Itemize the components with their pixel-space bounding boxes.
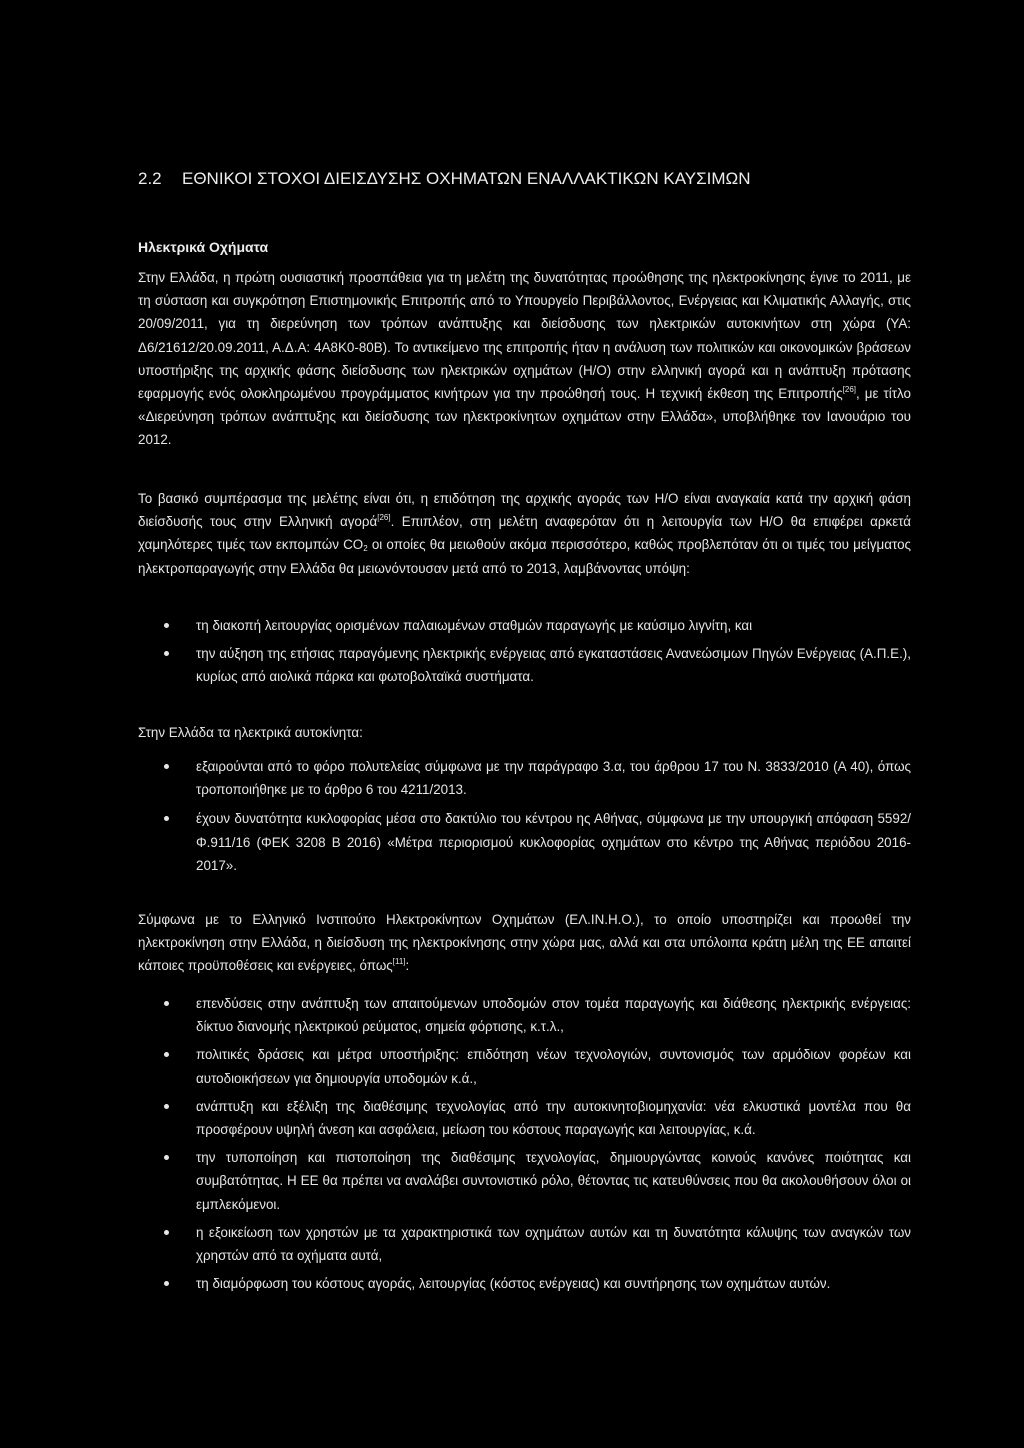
bullet-icon <box>164 816 169 821</box>
bullet-icon <box>164 623 169 628</box>
reference-superscript: [11] <box>392 957 406 967</box>
section-number: 2.2 <box>138 169 162 188</box>
section-title: ΕΘΝΙΚΟΙ ΣΤΟΧΟΙ ΔΙΕΙΣΔΥΣΗΣ ΟΧΗΜΑΤΩΝ ΕΝΑΛΛΑΚΤΙΚΩΝ ΚΑΥΣΙΜΩΝ <box>182 169 751 188</box>
bullet-icon <box>164 764 169 769</box>
paragraph-elinho <box>138 908 911 978</box>
list-item: εξαιρούνται από το φόρο πολυτελείας σύμφωνα με την παράγραφο 3.α, του άρθρου 17 του Ν. 3833/2010 (Α 40), όπως τροποποιήθηκε με το άρθρο 6 του 4211/2013. <box>138 755 911 801</box>
reference-superscript: [26] <box>377 513 391 523</box>
paragraph-text: οι οποίες θα μειωθούν ακόμα περισσότερο, καθώς προβλεπόταν ότι οι τιμές του μείγματος ηλεκτροπαραγωγής στην Ελλάδα θα μειωνόντουσαν μετά από το 2013, λαμβάνοντας υπόψη: <box>138 537 911 576</box>
bullet-icon <box>164 1230 169 1235</box>
list-item: τη διακοπή λειτουργίας ορισμένων παλαιωμένων σταθμών παραγωγής με καύσιμο λιγνίτη, και <box>138 614 911 637</box>
paragraph-text: Το βασικό συμπέρασμα της μελέτης είναι ότι, η επιδότηση της αρχικής αγοράς των Η/Ο είναι αναγκαία κατά την αρχική φάση διείσδυσής τους στην Ελληνική αγορά <box>138 491 911 530</box>
list-item: τη διαμόρφωση του κόστους αγοράς, λειτουργίας (κόστος ενέργειας) και συντήρησης των οχημάτων αυτών. <box>138 1272 911 1295</box>
paragraph-text: . Επιπλέον, στη μελέτη αναφερόταν ότι η λειτουργία των Η/Ο θα επιφέρει αρκετά χαμηλότερες τιμές των εκπομπών CO <box>138 514 912 553</box>
bullet-icon <box>164 1001 169 1006</box>
bullet-icon <box>164 1052 169 1057</box>
bullet-icon <box>164 1104 169 1109</box>
list-item: επενδύσεις στην ανάπτυξη των απαιτούμενων υποδομών στον τομέα παραγωγής και διάθεσης ηλεκτρικής ενέργειας: δίκτυο διανομής ηλεκτρικού ρεύματος, σημεία φόρτισης, κ.τ.λ., <box>138 992 911 1038</box>
bullet-icon <box>164 1281 169 1286</box>
list-item: πολιτικές δράσεις και μέτρα υποστήριξης: επιδότηση νέων τεχνολογιών, συντονισμός των αρμόδιων φορέων και αυτοδιοικήσεων για δημιουργία υποδομών κ.ά., <box>138 1043 911 1089</box>
bullet-list-factors <box>138 614 911 689</box>
bullet-list-requirements <box>138 992 911 1295</box>
paragraph-text: Σύμφωνα με το Ελληνικό Ινστιτούτο Ηλεκτροκίνητων Οχημάτων (ΕΛ.ΙΝ.Η.Ο.), το οποίο υποστηρίζει και προωθεί την ηλεκτροκίνηση στην Ελλάδα, η διείσδυση της ηλεκτροκίνησης στην χώρα μας, αλλά και στα υπόλοιπα κράτη μέλη της ΕΕ απαιτεί κάποιες προϋποθέσεις και ενέργειες, όπως <box>138 912 911 974</box>
list-item: η εξοικείωση των χρηστών με τα χαρακτηριστικά των οχημάτων αυτών και τη δυνατότητα κάλυψης των αναγκών των χρηστών από τα οχήματα αυτά, <box>138 1221 911 1267</box>
paragraph-text: Στην Ελλάδα, η πρώτη ουσιαστική προσπάθεια για τη μελέτη της δυνατότητας προώθησης της ηλεκτροκίνησης έγινε το 2011, με τη σύσταση και συγκρότηση Επιστημονικής Επιτροπής από το Υπουργείο Περιβάλλοντος, Ενέργειας και Κλιματικής Αλλαγής, στις 20/09/2011, για τη διερεύνηση των τρόπων ανάπτυξης και διείσδυσης των ηλεκτρικών αυτοκινήτων στη χώρα (ΥΑ: Δ6/21612/20.09.2011, Α.Δ.Α: 4Α8Κ0-80Β). Το αντικείμενο της επιτροπής ήταν η ανάλυση των πολιτικών και οικονομικών βράσεων υποστήριξης της αρχικής φάσης διείσδυσης των ηλεκτρικών οχημάτων (Η/Ο) στην ελληνική αγορά και η ανάπτυξη πρότασης εφαρμογής ενός ολοκληρωμένου προγράμματος κινήτρων για την προώθησή τους. Η τεχνική έκθεση της Επιτροπής <box>138 270 911 402</box>
subsection-title: Ηλεκτρικά Οχήματα <box>138 239 269 255</box>
paragraph-ev-greece: Στην Ελλάδα τα ηλεκτρικά αυτοκίνητα: <box>138 725 363 740</box>
bullet-icon <box>164 1155 169 1160</box>
reference-superscript: [26] <box>842 385 857 395</box>
bullet-icon <box>164 651 169 656</box>
section-heading <box>138 169 914 189</box>
list-item: την αύξηση της ετήσιας παραγόμενης ηλεκτρικής ενέργειας από εγκαταστάσεις Ανανεώσιμων Πηγών Ενέργειας (Α.Π.Ε.), κυρίως από αιολικά πάρκα και φωτοβολταϊκά συστήματα. <box>138 642 911 688</box>
paragraph-text: : <box>405 958 410 974</box>
list-item: την τυποποίηση και πιστοποίηση της διαθέσιμης τεχνολογίας, δημιουργώντας κοινούς κανόνες ποιότητας και συμβατότητας. Η ΕΕ θα πρέπει να αναλάβει συντονιστικό ρόλο, θέτοντας τις κατευθύνσεις που θα ακολουθήσουν όλοι οι εμπλεκόμενοι. <box>138 1146 911 1216</box>
list-item: έχουν δυνατότητα κυκλοφορίας μέσα στο δακτύλιο του κέντρου ης Αθήνας, σύμφωνα με την υπουργική απόφαση 5592/Φ.911/16 (ΦΕΚ 3208 Β 2016) «Μέτρα περιορισμού κυκλοφορίας οχημάτων στο κέντρο της Αθήνας περιόδου 2016-2017». <box>138 807 911 877</box>
paragraph-conclusion <box>138 487 911 580</box>
subscript: 2 <box>363 544 368 554</box>
paragraph-intro <box>138 266 911 452</box>
list-item: ανάπτυξη και εξέλιξη της διαθέσιμης τεχνολογίας από την αυτοκινητοβιομηχανία: νέα ελκυστικά μοντέλα που θα προσφέρουν υψηλή άνεση και ασφάλεια, μείωση του κόστους παραγωγής και λειτουργίας, κ.ά. <box>138 1095 911 1141</box>
bullet-list-ev-benefits <box>138 755 911 877</box>
paragraph-text: , με τίτλο «Διερεύνηση τρόπων ανάπτυξης και διείσδυσης των ηλεκτροκίνητων οχημάτων στην Ελλάδα», υποβλήθηκε τον Ιανουάριο του 2012. <box>138 386 912 448</box>
